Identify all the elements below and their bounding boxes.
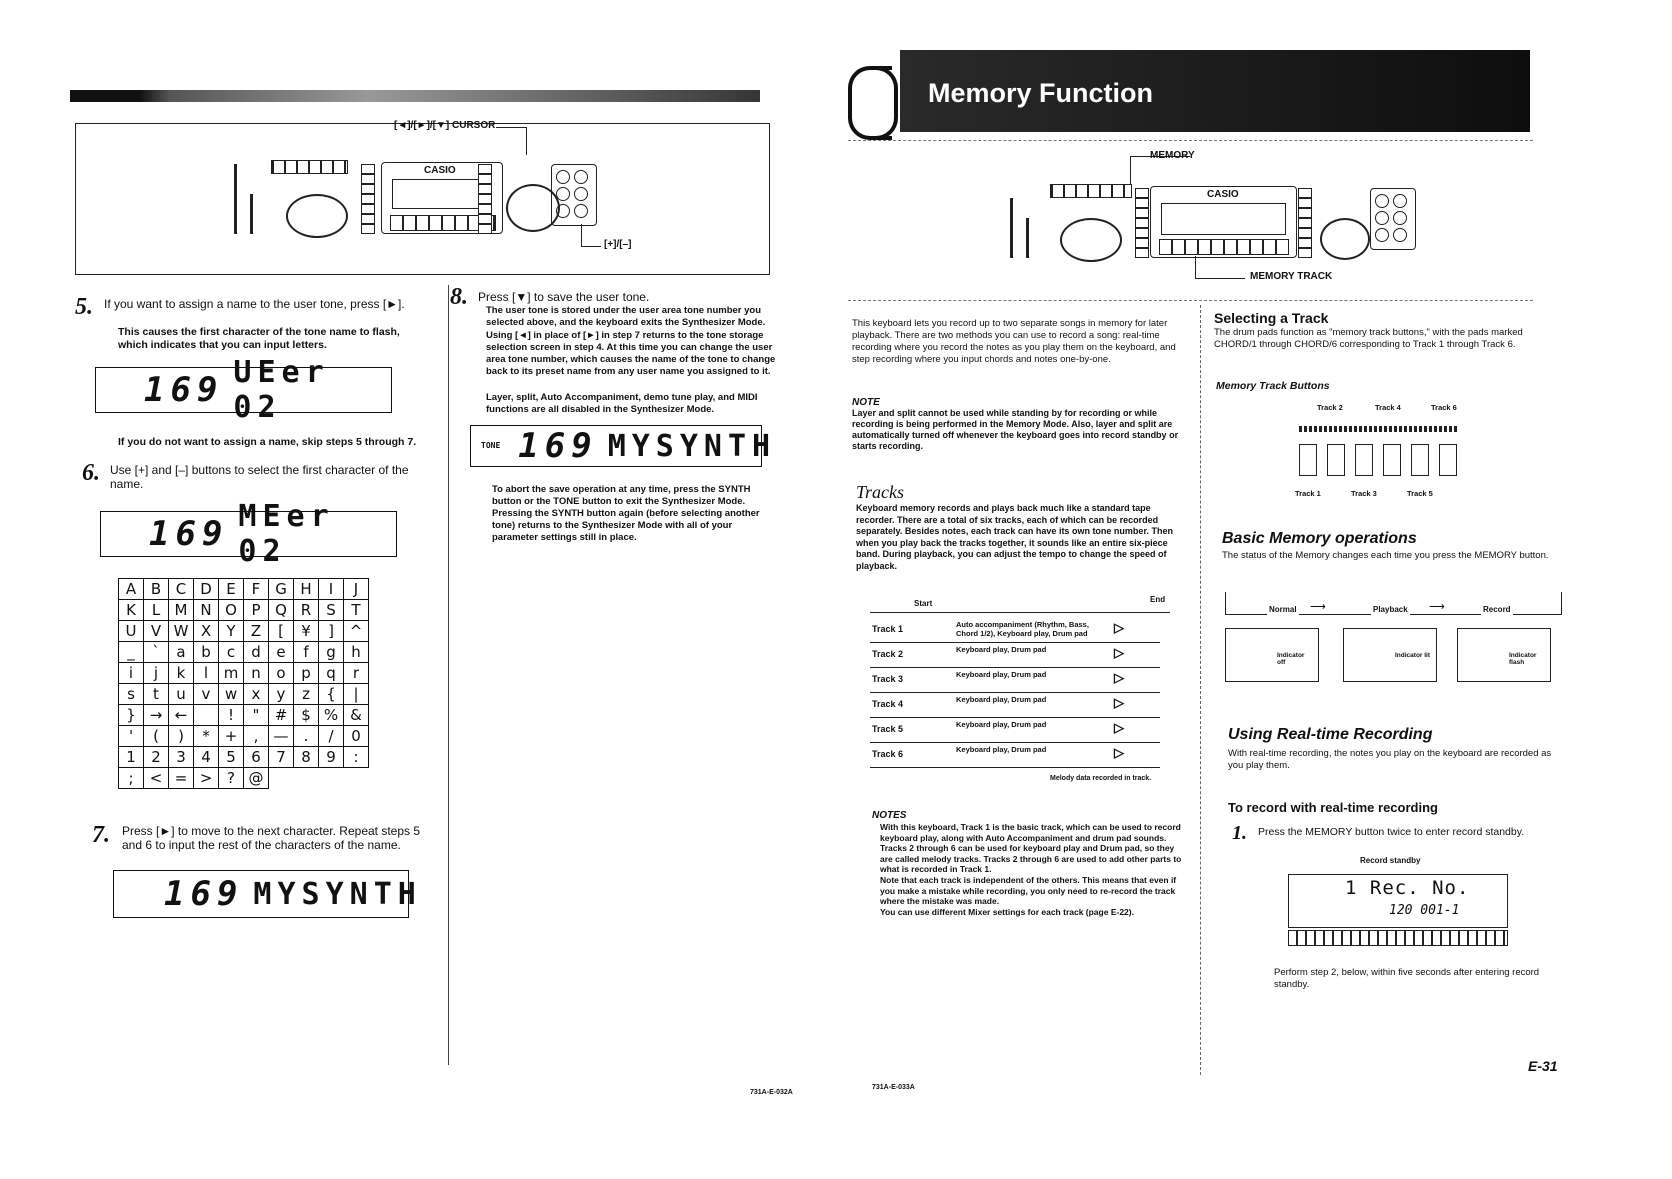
- char-cell: <: [144, 768, 169, 789]
- drum-pads: [1370, 188, 1416, 250]
- memory-label: MEMORY: [1150, 150, 1195, 161]
- track-btn-label-top-1: Track 2: [1317, 403, 1343, 412]
- char-cell: v: [194, 684, 219, 705]
- top-buttons: [1050, 184, 1132, 198]
- char-cell: {: [319, 684, 344, 705]
- indicator-off: Indicator off: [1277, 652, 1305, 666]
- track-buttons-diagram: [1295, 400, 1470, 505]
- track-btn-band: [1299, 426, 1459, 432]
- char-cell: H: [294, 579, 319, 600]
- char-cell: Q: [269, 600, 294, 621]
- char-cell: 7: [269, 747, 294, 768]
- cursor-dial: [1320, 218, 1370, 260]
- char-cell: P: [244, 600, 269, 621]
- char-cell: R: [294, 600, 319, 621]
- character-table: [118, 578, 369, 789]
- char-cell: y: [269, 684, 294, 705]
- char-cell: Z: [244, 621, 269, 642]
- torecord-title: To record with real-time recording: [1228, 800, 1438, 815]
- rec-step-number: 1.: [1232, 822, 1247, 844]
- track-arrow: ▷: [1114, 745, 1124, 760]
- track-arrow: ▷: [1114, 645, 1124, 660]
- selecting-title: Selecting a Track: [1214, 310, 1329, 326]
- lcd-tone-number: 169: [164, 874, 244, 914]
- side-buttons-right: [478, 164, 492, 234]
- track-desc: Auto accompaniment (Rhythm, Bass, Chord 1/2), Keyboard play, Drum pad: [956, 620, 1089, 638]
- notes-title: NOTES: [872, 810, 907, 821]
- char-table-row: [119, 663, 369, 684]
- char-cell: G: [269, 579, 294, 600]
- track-divider: [870, 767, 1160, 768]
- panel-display: [1150, 186, 1297, 258]
- char-cell: .: [294, 726, 319, 747]
- char-cell: x: [244, 684, 269, 705]
- brand-label: CASIO: [1207, 189, 1239, 200]
- lcd-tone-tag: TONE: [481, 441, 501, 450]
- char-cell: >: [194, 768, 219, 789]
- lcd-tone-name: MYSYNTH: [607, 428, 777, 464]
- char-cell: ?: [219, 768, 244, 789]
- char-cell: %: [319, 705, 344, 726]
- step5-number: 5.: [75, 294, 93, 320]
- track-btn-label-bottom-1: Track 1: [1295, 489, 1321, 498]
- record-standby-label: Record standby: [1360, 856, 1421, 865]
- char-table-row: [119, 768, 369, 789]
- char-cell: ,: [244, 726, 269, 747]
- char-cell: s: [119, 684, 144, 705]
- char-cell: 3: [169, 747, 194, 768]
- lcd-tone-name: UEer 02: [233, 355, 330, 425]
- char-cell: [194, 705, 219, 726]
- track-desc: Keyboard play, Drum pad: [956, 695, 1047, 704]
- char-table-row: [119, 747, 369, 768]
- char-cell: 2: [144, 747, 169, 768]
- char-cell: #: [269, 705, 294, 726]
- track-arrow: ▷: [1114, 720, 1124, 735]
- track-arrow: ▷: [1114, 620, 1124, 635]
- mode-arrow-1: ⟶: [1310, 601, 1326, 613]
- char-table-row: [119, 600, 369, 621]
- char-cell: V: [144, 621, 169, 642]
- mode-playback: Playback: [1373, 605, 1408, 614]
- track-leader: [1195, 278, 1245, 279]
- rec-step-text: Press the MEMORY button twice to enter record standby.: [1258, 826, 1525, 838]
- track-start-label: Start: [914, 599, 933, 608]
- tracks-text: Keyboard memory records and plays back much like a standard tape recorder. There are a total of six tracks, each of which can be recorded separately. Besides notes, each track can have its own tone number. Then when you play back the tracks together, it sounds like an entire six-piece band. During playback, you can adjust the tempo to change the speed of playback.: [856, 503, 1173, 571]
- char-cell: U: [119, 621, 144, 642]
- track-button-6[interactable]: [1439, 444, 1457, 476]
- left-page: [0, 0, 800, 1179]
- char-cell: 6: [244, 747, 269, 768]
- track-table: [870, 590, 1180, 790]
- char-cell: ': [119, 726, 144, 747]
- mode-record: Record: [1483, 605, 1511, 614]
- track-row: [870, 670, 1170, 694]
- step7-number: 7.: [92, 822, 110, 848]
- track-name: Track 6: [872, 749, 904, 759]
- char-cell: *: [194, 726, 219, 747]
- char-cell: A: [119, 579, 144, 600]
- brand-label: CASIO: [424, 165, 456, 176]
- side-buttons-left: [361, 164, 375, 234]
- char-cell: S: [319, 600, 344, 621]
- lcd-tone-number: 169: [144, 370, 224, 410]
- char-cell: F: [244, 579, 269, 600]
- char-table-row: [119, 642, 369, 663]
- tracks-title: Tracks: [856, 482, 905, 502]
- char-cell: J: [344, 579, 369, 600]
- track-row: [870, 745, 1170, 769]
- left-knobs: [1000, 188, 1040, 268]
- basic-title: Basic Memory operations: [1222, 530, 1417, 547]
- pm-leader: [581, 246, 601, 247]
- char-cell: [269, 768, 294, 789]
- track-divider: [870, 642, 1160, 643]
- char-cell: →: [144, 705, 169, 726]
- char-cell: ]: [319, 621, 344, 642]
- track-btn-label-top-3: Track 6: [1431, 403, 1457, 412]
- char-cell: ": [244, 705, 269, 726]
- char-cell: 9: [319, 747, 344, 768]
- char-cell: t: [144, 684, 169, 705]
- track-divider: [870, 742, 1160, 743]
- note-2: Note that each track is independent of the others. This means that even if you make a mistake while recording, you only need to re-record the track where the mistake was made.: [880, 875, 1177, 906]
- char-cell: W: [169, 621, 194, 642]
- track-desc: Keyboard play, Drum pad: [956, 670, 1047, 679]
- char-cell: a: [169, 642, 194, 663]
- step8-bullet2: Using [◄] in place of [►] in step 7 returns to the tone storage selection screen in step 4. At this time you can change the user area tone number, which causes the name of the tone to change back to its preset name from any user name you assigned to it.: [486, 330, 776, 377]
- track-btn-label-bottom-3: Track 5: [1407, 489, 1433, 498]
- char-cell: E: [219, 579, 244, 600]
- track-button-3[interactable]: [1355, 444, 1373, 476]
- cursor-label: [◄]/[►]/[▼] CURSOR: [394, 120, 496, 131]
- rec-lcd-line1: 1 Rec. No.: [1345, 877, 1470, 899]
- char-cell: r: [344, 663, 369, 684]
- drum-pads: [551, 164, 597, 226]
- track-button-2[interactable]: [1327, 444, 1345, 476]
- track-leader-v: [1195, 256, 1196, 278]
- char-cell: b: [194, 642, 219, 663]
- cursor-leader-v: [526, 127, 527, 155]
- note-3: You can use different Mixer settings for each track (page E-22).: [880, 907, 1134, 917]
- memory-track-label: MEMORY TRACK: [1250, 271, 1333, 282]
- char-table-row: [119, 705, 369, 726]
- char-cell: 0: [344, 726, 369, 747]
- step7-text: Press [►] to move to the next character. Repeat steps 5 and 6 to input the rest of the characters of the name.: [122, 824, 421, 852]
- char-cell: _: [119, 642, 144, 663]
- top-buttons: [271, 160, 348, 174]
- left-knobs: [224, 154, 264, 244]
- note-text: Layer and split cannot be used while standing by for recording or while recording is being performed in the Memory Mode. Also, layer and split are automatically turned off whenever the keyboard goes into record standby or starts recording.: [852, 408, 1179, 451]
- lcd-tone-number: 169: [149, 514, 229, 554]
- note-title: NOTE: [852, 397, 880, 408]
- realtime-text: With real-time recording, the notes you play on the keyboard are recorded as you play them.: [1228, 748, 1552, 771]
- left-column-divider: [448, 285, 449, 1065]
- char-cell: [: [269, 621, 294, 642]
- track-name: Track 3: [872, 674, 904, 684]
- track-arrow: ▷: [1114, 670, 1124, 685]
- char-cell: |: [344, 684, 369, 705]
- left-keyboard-diagram: [75, 120, 770, 275]
- realtime-title: Using Real-time Recording: [1228, 726, 1433, 743]
- track-row: [870, 695, 1170, 719]
- dial: [1060, 218, 1122, 262]
- page-number: E-31: [1528, 1058, 1558, 1074]
- char-cell: !: [219, 705, 244, 726]
- char-cell: :: [344, 747, 369, 768]
- char-cell: L: [144, 600, 169, 621]
- char-cell: k: [169, 663, 194, 684]
- char-cell: X: [194, 621, 219, 642]
- indicator-flash: Indicator flash: [1509, 652, 1537, 666]
- step5-lcd: [95, 355, 392, 425]
- char-cell: ¥: [294, 621, 319, 642]
- track-arrow: ▷: [1114, 695, 1124, 710]
- step8-bullet3: Layer, split, Auto Accompaniment, demo tune play, and MIDI functions are all disabled in the Synthesizer Mode.: [486, 392, 758, 415]
- section-title: Memory Function: [928, 78, 1154, 108]
- char-cell: 1: [119, 747, 144, 768]
- char-cell: (: [144, 726, 169, 747]
- char-table-row: [119, 621, 369, 642]
- char-cell: [344, 768, 369, 789]
- char-cell: u: [169, 684, 194, 705]
- char-cell: n: [244, 663, 269, 684]
- right-keyboard-diagram: [850, 148, 1533, 298]
- char-cell: ): [169, 726, 194, 747]
- section-title-band: [900, 50, 1530, 132]
- note-1: With this keyboard, Track 1 is the basic track, which can be used to record keyboard play, along with Auto Accompaniment and drum pad sounds. Tracks 2 through 6 can be used for keyboard play and Drum pad, so they are called melody tracks. Tracks 2 through 6 are used to add other parts to what is recorded in Track 1.: [880, 822, 1182, 874]
- char-cell: `: [144, 642, 169, 663]
- char-cell: w: [219, 684, 244, 705]
- selecting-text: The drum pads function as "memory track buttons," with the pads marked CHORD/1 through CHORD/6 corresponding to Track 1 through Track 6.: [1214, 327, 1523, 350]
- track-divider: [870, 692, 1160, 693]
- rec-lcd-line2: 120 001-1: [1389, 903, 1460, 918]
- char-cell: ←: [169, 705, 194, 726]
- char-cell: T: [344, 600, 369, 621]
- char-cell: 8: [294, 747, 319, 768]
- right-column-divider: [1200, 305, 1201, 1075]
- step8-abort-note: To abort the save operation at any time, press the SYNTH button or the TONE button to exit the Synthesizer Mode. Pressing the SYNTH button again (before selecting another tone) returns to the Synthesizer Mode with all of your parameter settings still in place.: [492, 484, 760, 543]
- track-row: [870, 720, 1170, 744]
- track-desc: Keyboard play, Drum pad: [956, 745, 1047, 754]
- char-cell: /: [319, 726, 344, 747]
- display-keys: [1159, 239, 1289, 255]
- track-btn-label-top-2: Track 4: [1375, 403, 1401, 412]
- char-table-row: [119, 684, 369, 705]
- char-cell: Y: [219, 621, 244, 642]
- header-rule: [848, 140, 1533, 141]
- rec-note: Perform step 2, below, within five seconds after entering record standby.: [1274, 967, 1540, 990]
- char-cell: m: [219, 663, 244, 684]
- step6-lcd: [100, 499, 397, 569]
- diagram-rule: [848, 300, 1533, 301]
- right-footer-code: 731A-E-033A: [872, 1084, 915, 1091]
- record-lcd: [1288, 874, 1508, 928]
- char-cell: [294, 768, 319, 789]
- step8-text: Press [▼] to save the user tone.: [478, 290, 650, 304]
- indicator-lit: Indicator lit: [1395, 652, 1431, 659]
- char-cell: O: [219, 600, 244, 621]
- char-cell: N: [194, 600, 219, 621]
- mode-normal: Normal: [1269, 605, 1297, 614]
- char-cell: l: [194, 663, 219, 684]
- track-end-label: End: [1150, 595, 1166, 604]
- track-name: Track 2: [872, 649, 904, 659]
- char-cell: =: [169, 768, 194, 789]
- track-name: Track 4: [872, 699, 904, 709]
- track-caption: Melody data recorded in track.: [1050, 775, 1152, 782]
- track-row: [870, 620, 1170, 644]
- char-cell: —: [269, 726, 294, 747]
- track-btn-label-bottom-2: Track 3: [1351, 489, 1377, 498]
- plus-minus-label: [+]/[–]: [604, 239, 632, 250]
- char-cell: }: [119, 705, 144, 726]
- char-cell: +: [219, 726, 244, 747]
- mode-arrow-2: ⟶: [1429, 601, 1445, 613]
- step5-bullet: This causes the first character of the tone name to flash, which indicates that you can input letters.: [118, 326, 400, 351]
- char-cell: D: [194, 579, 219, 600]
- char-cell: ^: [344, 621, 369, 642]
- step8-lcd: [470, 425, 777, 467]
- track-table-top: [870, 612, 1170, 613]
- step8-bullet1: The user tone is stored under the user area tone number you selected above, and the keyboard exits the Synthesizer Mode.: [486, 305, 766, 328]
- track-desc: Keyboard play, Drum pad: [956, 645, 1047, 654]
- char-cell: $: [294, 705, 319, 726]
- char-cell: 4: [194, 747, 219, 768]
- track-divider: [870, 717, 1160, 718]
- left-header-band: [70, 90, 760, 102]
- char-cell: ;: [119, 768, 144, 789]
- step5-note: If you do not want to assign a name, skip steps 5 through 7.: [118, 436, 417, 448]
- char-cell: @: [244, 768, 269, 789]
- char-cell: &: [344, 705, 369, 726]
- char-cell: d: [244, 642, 269, 663]
- char-cell: q: [319, 663, 344, 684]
- char-cell: B: [144, 579, 169, 600]
- step5-text: If you want to assign a name to the user tone, press [►].: [104, 297, 405, 311]
- char-cell: z: [294, 684, 319, 705]
- basic-text: The status of the Memory changes each time you press the MEMORY button.: [1222, 550, 1549, 561]
- lcd-tone-name: MEer 02: [238, 499, 335, 569]
- char-cell: K: [119, 600, 144, 621]
- step8-number: 8.: [450, 284, 468, 310]
- intro-text: This keyboard lets you record up to two separate songs in memory for later playback. There are two methods you can use to record a song: real-time recording where you record the notes as you play them on the keyboard, and step recording where you input chords and notes one-by-one.: [852, 318, 1176, 365]
- char-cell: C: [169, 579, 194, 600]
- track-name: Track 1: [872, 624, 904, 634]
- side-buttons-left: [1135, 188, 1149, 258]
- display-window: [1161, 203, 1286, 235]
- track-desc: Keyboard play, Drum pad: [956, 720, 1047, 729]
- char-cell: [319, 768, 344, 789]
- char-table-row: [119, 726, 369, 747]
- char-cell: M: [169, 600, 194, 621]
- track-button-1[interactable]: [1299, 444, 1317, 476]
- char-cell: f: [294, 642, 319, 663]
- char-cell: i: [119, 663, 144, 684]
- track-row: [870, 645, 1170, 669]
- dial: [286, 194, 348, 238]
- mtb-title: Memory Track Buttons: [1216, 380, 1330, 392]
- step6-number: 6.: [82, 460, 100, 486]
- step6-text: Use [+] and [–] buttons to select the first character of the name.: [110, 463, 409, 491]
- char-table-row: [119, 579, 369, 600]
- record-lcd-keys: [1288, 930, 1508, 946]
- display-window: [392, 179, 492, 209]
- char-cell: e: [269, 642, 294, 663]
- char-cell: j: [144, 663, 169, 684]
- right-page: [800, 0, 1672, 1179]
- track-divider: [870, 667, 1160, 668]
- left-footer-code: 731A-E-032A: [750, 1089, 793, 1096]
- side-buttons-right: [1298, 188, 1312, 258]
- char-cell: h: [344, 642, 369, 663]
- track-button-5[interactable]: [1411, 444, 1429, 476]
- cursor-leader: [496, 127, 526, 128]
- char-cell: c: [219, 642, 244, 663]
- header-bracket-r: [872, 66, 898, 140]
- char-cell: g: [319, 642, 344, 663]
- lcd-tone-number: 169: [518, 426, 598, 466]
- char-cell: I: [319, 579, 344, 600]
- lcd-tone-name: MYSYNTH: [253, 876, 422, 912]
- char-cell: p: [294, 663, 319, 684]
- char-cell: o: [269, 663, 294, 684]
- pm-leader-v: [581, 224, 582, 246]
- char-cell: 5: [219, 747, 244, 768]
- mode-cycle: [1225, 592, 1560, 702]
- track-button-4[interactable]: [1383, 444, 1401, 476]
- step7-lcd: [113, 870, 422, 918]
- track-name: Track 5: [872, 724, 904, 734]
